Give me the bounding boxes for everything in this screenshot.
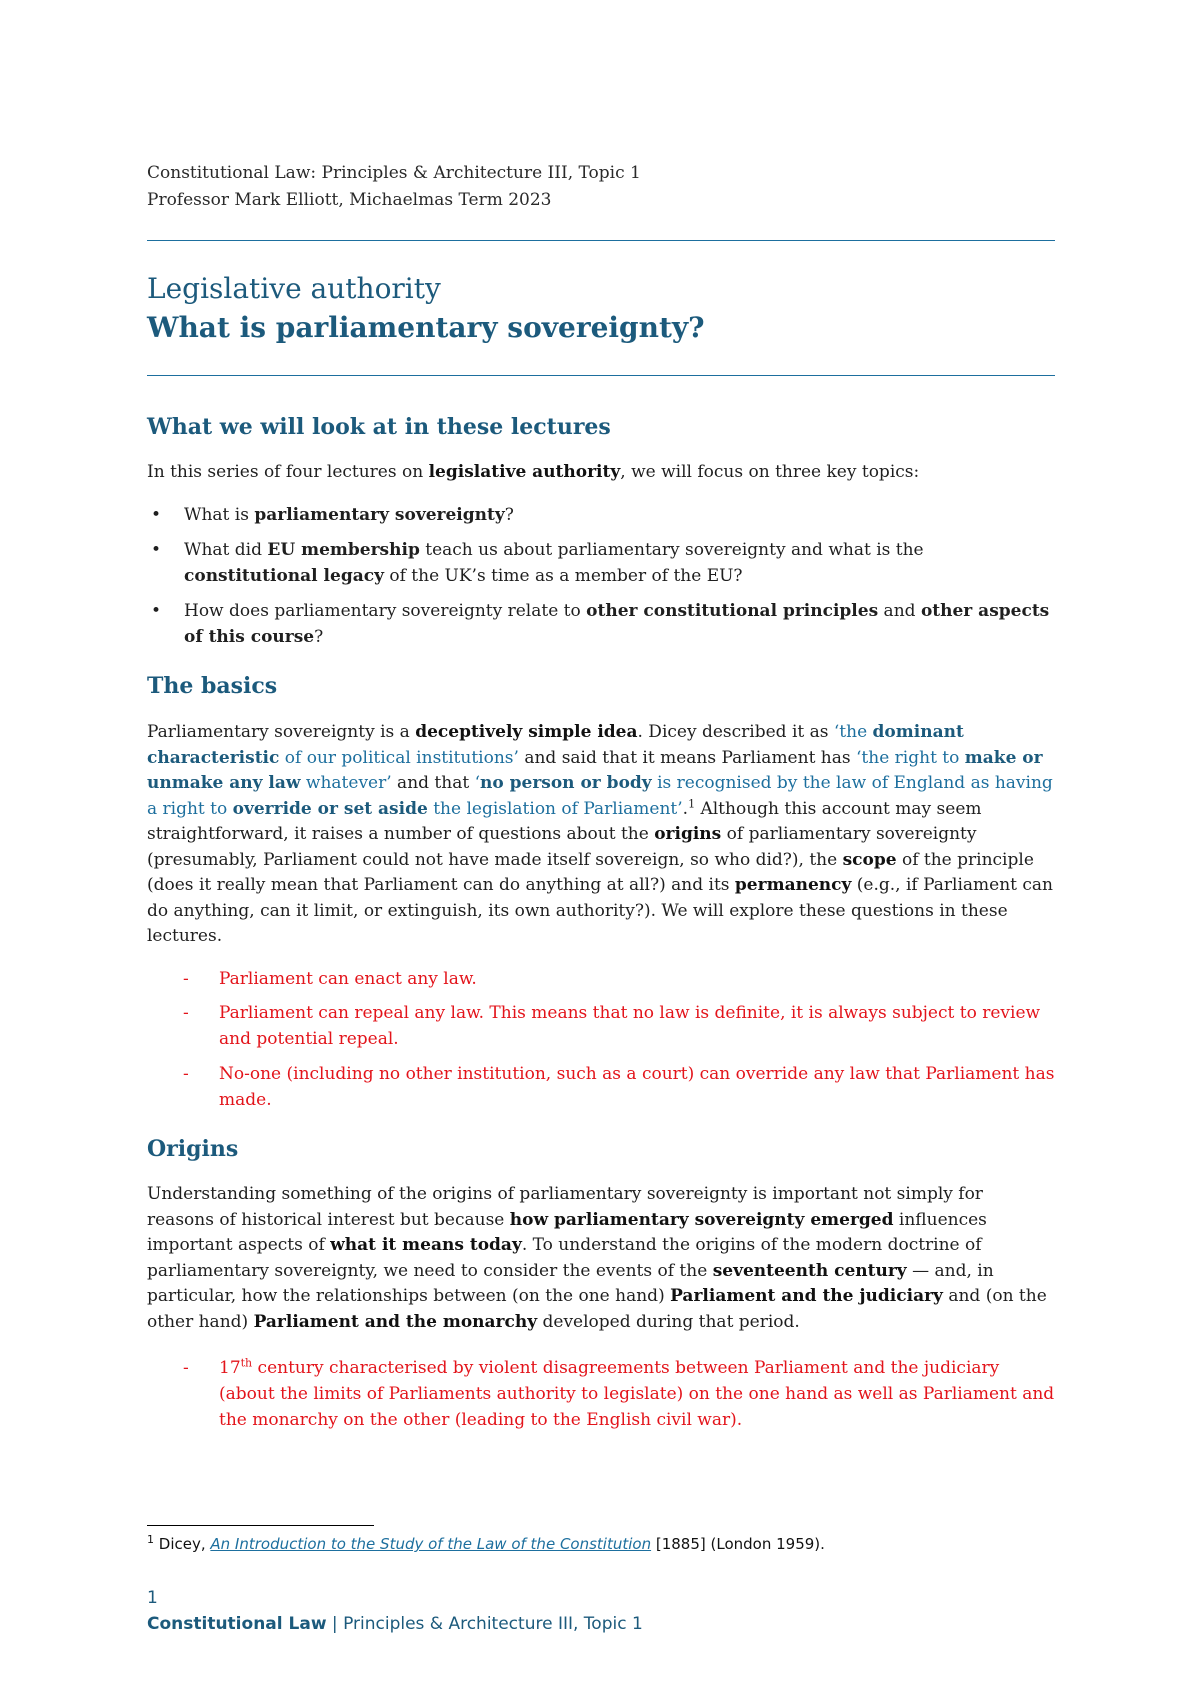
basics-paragraph: Parliamentary sovereignty is a deceptively simple idea. Dicey described it as ‘the dominant characteristic of our political institutions’ and said that it means Parliament has ‘the right to make or unmake any law whatever’ and that ‘no person or body is recognised by the law of England as having a right to override or set aside the legislation of Parliament’.$^1$ Although this account may seem straightforward, it raises a number of questions about the origins of parliamentary sovereignty (presumably, Parliament could not have made itself sovereign, so who did?), the scope of the principle (does it really mean that Parliament can do anything at all?) and its permanency (e.g., if Parliament can do anything, can it limit, or extinguish, its own authority?). We will explore these questions in these lectures. bbox=[147, 722, 1054, 946]
heading-origins: Origins bbox=[147, 1136, 239, 1162]
footnote: $^1$ Dicey, An Introduction to the Study of the Law of the Constitution [1885] (London 1959). bbox=[147, 1533, 825, 1553]
footnote-separator bbox=[147, 1525, 374, 1526]
title-topic: Legislative authority bbox=[147, 272, 441, 305]
origins-paragraph: Understanding something of the origins of parliamentary sovereignty is important not simply for reasons of historical interest but because how parliamentary sovereignty emerged influences important aspects of what it means today. To understand the origins of the modern doctrine of parliamentary sovereignty, we need to consider the events of the seventeenth century — and, in particular, how the relationships between (on the one hand) Parliament and the judiciary and (on the other hand) Parliament and the monarchy developed during that period. bbox=[147, 1184, 1047, 1332]
dash-icon: - bbox=[183, 1064, 189, 1084]
dash-icon: - bbox=[183, 969, 189, 989]
bullet-icon: • bbox=[151, 505, 162, 525]
heading-lectures-overview: What we will look at in these lectures bbox=[147, 414, 611, 440]
page-number: 1 bbox=[147, 1588, 158, 1608]
page-footer: Constitutional Law | Principles & Architecture III, Topic 1 bbox=[147, 1614, 643, 1634]
heading-the-basics: The basics bbox=[147, 673, 278, 699]
dash-icon: - bbox=[183, 1358, 189, 1378]
title-question: What is parliamentary sovereignty? bbox=[147, 311, 705, 344]
header-author: Professor Mark Elliott, Michaelmas Term 2023 bbox=[147, 190, 552, 210]
footnote-citation-link[interactable]: An Introduction to the Study of the Law of the Constitution bbox=[210, 1535, 652, 1553]
divider-bottom bbox=[147, 375, 1055, 376]
header-course: Constitutional Law: Principles & Architecture III, Topic 1 bbox=[147, 163, 641, 183]
document-header bbox=[147, 160, 641, 214]
intro-paragraph: In this series of four lectures on legislative authority, we will focus on three key topics: bbox=[147, 462, 920, 482]
footnote-reference[interactable]: 1 bbox=[688, 796, 696, 810]
divider-top bbox=[147, 240, 1055, 241]
bullet-icon: • bbox=[151, 601, 162, 621]
bullet-icon: • bbox=[151, 540, 162, 560]
dash-icon: - bbox=[183, 1003, 189, 1023]
